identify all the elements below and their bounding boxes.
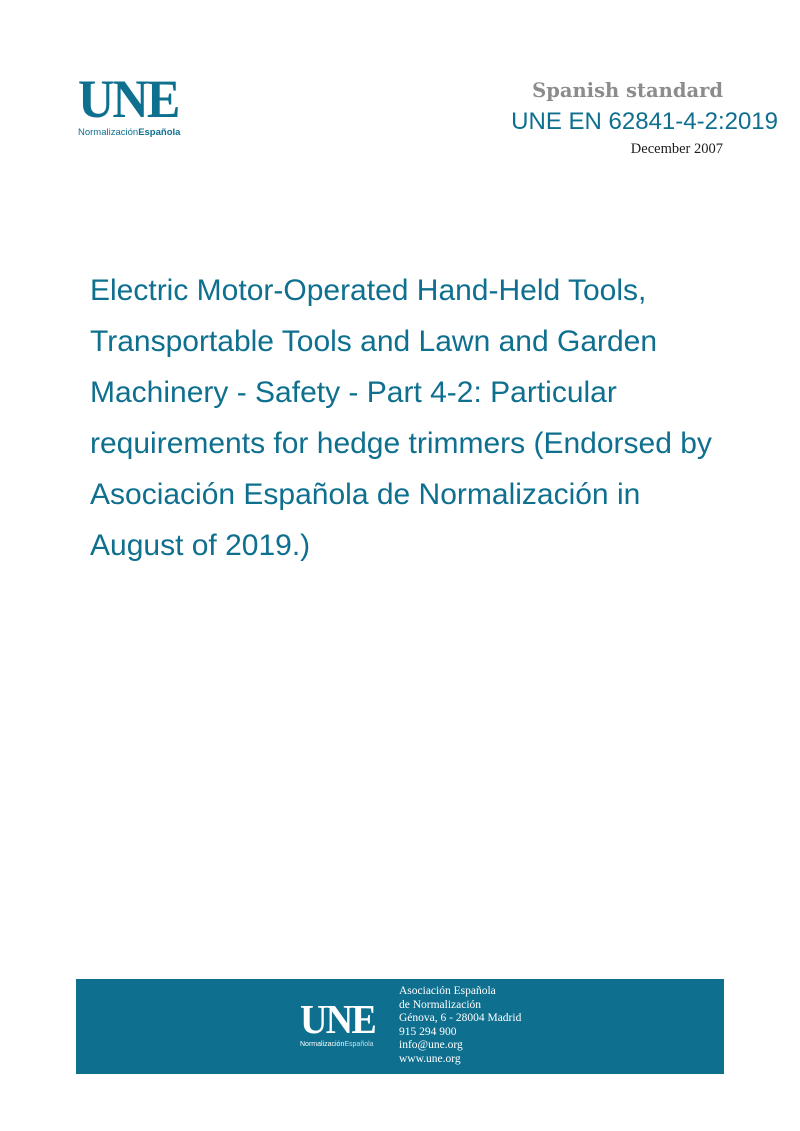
standard-date: December 2007 <box>630 141 723 157</box>
footer-une-logo <box>300 996 390 1049</box>
standard-header <box>511 78 778 158</box>
footer-email: info@une.org <box>399 1039 463 1051</box>
logo-tagline-part2: Española <box>138 127 181 138</box>
footer-contact-block <box>399 985 521 1066</box>
footer-logo-tagline-part2: Española <box>344 1041 374 1048</box>
standard-kind: Spanish standard <box>532 79 723 102</box>
footer-phone: 915 294 900 <box>399 1025 457 1038</box>
footer-logo-tagline-part1: Normalización <box>300 1041 345 1048</box>
document-title: Electric Motor-Operated Hand-Held Tools, Transportable Tools and Lawn and Garden Machinery - Safety - Part 4-2: Particular requirements for hedge trimmers (Endorsed by Asociación Española de Normalización in August of 2019.) <box>90 274 712 562</box>
une-logo <box>78 69 194 138</box>
logo-wordmark: UNE <box>78 69 179 129</box>
footer-band <box>76 979 724 1074</box>
footer-logo-wordmark: UNE <box>300 996 375 1042</box>
footer-org-line1: Asociación Española <box>399 985 496 997</box>
footer-address: Génova, 6 - 28004 Madrid <box>399 1012 522 1024</box>
standard-code: UNE EN 62841-4-2:2019 <box>511 108 778 135</box>
logo-tagline-part1: Normalización <box>78 127 139 138</box>
footer-org-line2: de Normalización <box>399 998 482 1011</box>
footer-website: www.une.org <box>399 1052 461 1065</box>
